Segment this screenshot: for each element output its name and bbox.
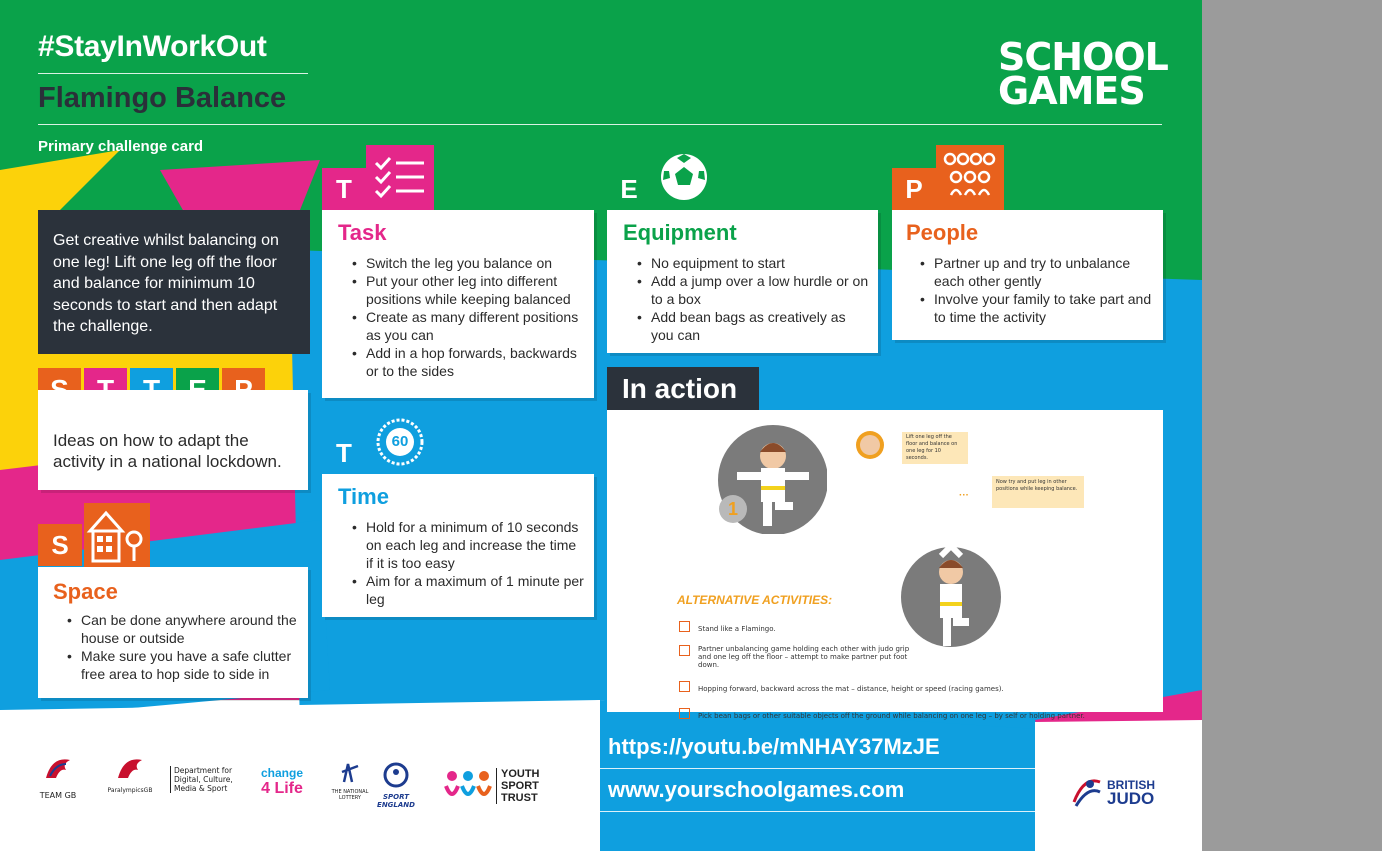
people-heading: People: [906, 220, 979, 245]
list-item: • No equipment to start: [651, 254, 870, 272]
page-subtitle: Primary challenge card: [38, 138, 204, 155]
list-item: • Aim for a maximum of 1 minute per leg: [366, 572, 586, 608]
links-rule: [596, 768, 1036, 769]
speech-bubble-1: [902, 432, 968, 464]
space-heading: Space: [53, 579, 118, 604]
time-heading: Time: [338, 484, 389, 509]
list-item: • Can be done anywhere around the house or outside: [81, 611, 298, 647]
list-item: • Add a jump over a low hurdle or on to a box: [651, 272, 870, 308]
task-panel: [322, 210, 594, 398]
checkbox-icon: [679, 645, 690, 656]
group-icon: [936, 145, 1004, 210]
task-letter: T: [322, 168, 366, 210]
people-letter: P: [892, 168, 936, 210]
alt-item: Hopping forward, backward across the mat – distance, height or speed (racing games).: [698, 685, 1004, 693]
list-item: • Create as many different positions as you can: [366, 308, 586, 344]
checkbox-icon: [679, 681, 690, 692]
people-list: [906, 254, 1155, 326]
task-heading: Task: [338, 220, 387, 245]
alt-item-row: [679, 645, 1139, 669]
list-item: • Switch the leg you balance on: [366, 254, 586, 272]
time-letter: T: [322, 432, 366, 474]
equipment-heading: Equipment: [623, 220, 737, 245]
change4life-text-1: change: [260, 766, 303, 780]
youth-sport-trust-logo: [442, 768, 554, 804]
judo-figure-icon: [1068, 772, 1104, 812]
equipment-letter: E: [607, 168, 651, 210]
space-panel: [38, 567, 308, 698]
list-item: • Add bean bags as creatively as you can: [651, 308, 870, 344]
bubble-1-text: Lift one leg off the floor and balance on one leg for 10 seconds.: [906, 434, 958, 461]
sport-england-logo: [372, 762, 420, 809]
website-link[interactable]: www.yourschoolgames.com: [608, 777, 905, 802]
school-games-logo: [998, 35, 1168, 114]
task-list: [338, 254, 586, 380]
ball-icon: [651, 145, 717, 210]
stteep-text: Ideas on how to adapt the activity in a national lockdown.: [53, 431, 282, 471]
crossed-fingers-icon: [330, 760, 370, 784]
list-item: • Make sure you have a safe clutter free area to hop side to side in: [81, 647, 298, 683]
team-gb-text: TEAM GB: [39, 791, 77, 800]
checkbox-icon: [679, 621, 690, 632]
in-action-heading: In action: [607, 367, 759, 411]
british-judo-text: [1107, 778, 1155, 806]
dcms-text: Department for Digital, Culture, Media & Sport: [174, 766, 233, 793]
paralympics-text: ParalympicsGB: [107, 787, 153, 794]
checklist-icon: [366, 145, 434, 210]
speech-bubble-2: [992, 476, 1084, 508]
equipment-list: [623, 254, 870, 344]
people-panel: [892, 210, 1163, 340]
timer-icon: [366, 410, 434, 474]
header-rule: [38, 73, 308, 74]
alternative-activities-list: [679, 618, 1139, 723]
avatar-icon: [855, 430, 885, 460]
alt-item: Pick bean bags or other suitable objects off the ground while balancing on one leg – by self or holding partner.: [698, 712, 1085, 720]
list-item: • Partner up and try to unbalance each other gently: [934, 254, 1155, 290]
list-item: • Involve your family to take part and to time the activity: [934, 290, 1155, 326]
alt-item-row: [679, 618, 1139, 636]
yst-figures-icon: [442, 768, 494, 804]
time-list: [338, 518, 586, 608]
sport-england-text: SPORT ENGLAND: [377, 793, 415, 809]
house-icon: [84, 503, 150, 567]
change4life-logo: [252, 766, 312, 798]
checkbox-icon: [679, 708, 690, 719]
logo-line1: SCHOOL: [998, 35, 1168, 79]
team-gb-logo: [36, 752, 80, 800]
youtube-link[interactable]: https://youtu.be/mNHAY37MzJE: [608, 734, 940, 759]
lion-icon: [104, 752, 156, 782]
hashtag: #StayInWorkOut: [38, 30, 267, 63]
british-judo-line2: JUDO: [1107, 789, 1155, 808]
alt-item: Stand like a Flamingo.: [698, 625, 776, 633]
list-item: • Hold for a minimum of 10 seconds on each leg and increase the time if it is too easy: [366, 518, 586, 572]
stteep-description: [38, 390, 308, 490]
links-rule-2: [596, 811, 1036, 812]
british-judo-line1: BRITISH: [1107, 778, 1155, 792]
alt-item-row: [679, 705, 1139, 723]
bubble-2-text: Now try and put leg in other positions while keeping balance.: [996, 479, 1078, 492]
lion-icon: [36, 752, 80, 786]
step-number: 1: [719, 495, 747, 523]
time-panel: [322, 474, 594, 617]
page-title: Flamingo Balance: [38, 82, 287, 114]
dcms-logo: [170, 766, 238, 793]
space-letter: S: [38, 524, 82, 566]
list-item: • Put your other leg into different positions while keeping balanced: [366, 272, 586, 308]
equipment-panel: [607, 210, 878, 353]
ellipsis-icon: ···: [959, 490, 969, 501]
list-item: • Add in a hop forwards, backwards or to the sides: [366, 344, 586, 380]
alt-item: Partner unbalancing game holding each other with judo grip and one leg off the floor – attempt to make partner put foot down.: [698, 645, 910, 669]
space-list: [53, 611, 298, 683]
change4life-text-2: 4 Life: [261, 780, 303, 797]
header-rule-long: [38, 124, 1162, 125]
national-lottery-logo: [330, 760, 370, 801]
logo-line2: GAMES: [998, 69, 1145, 114]
in-action-panel: [607, 410, 1163, 720]
yst-text: YOUTH SPORT TRUST: [496, 768, 547, 804]
british-judo-logo: [1068, 772, 1178, 812]
paralympics-gb-logo: [104, 752, 156, 794]
alt-item-row: [679, 678, 1139, 696]
sport-england-icon: [381, 762, 411, 788]
intro-text: Get creative whilst balancing on one leg! Lift one leg off the floor and balance for minimum 10 seconds to start and then adapt the challenge.: [38, 210, 310, 354]
alternative-activities-heading: ALTERNATIVE ACTIVITIES:: [677, 593, 833, 607]
timer-badge: 60: [391, 433, 409, 450]
lottery-text: THE NATIONAL LOTTERY: [331, 789, 369, 801]
